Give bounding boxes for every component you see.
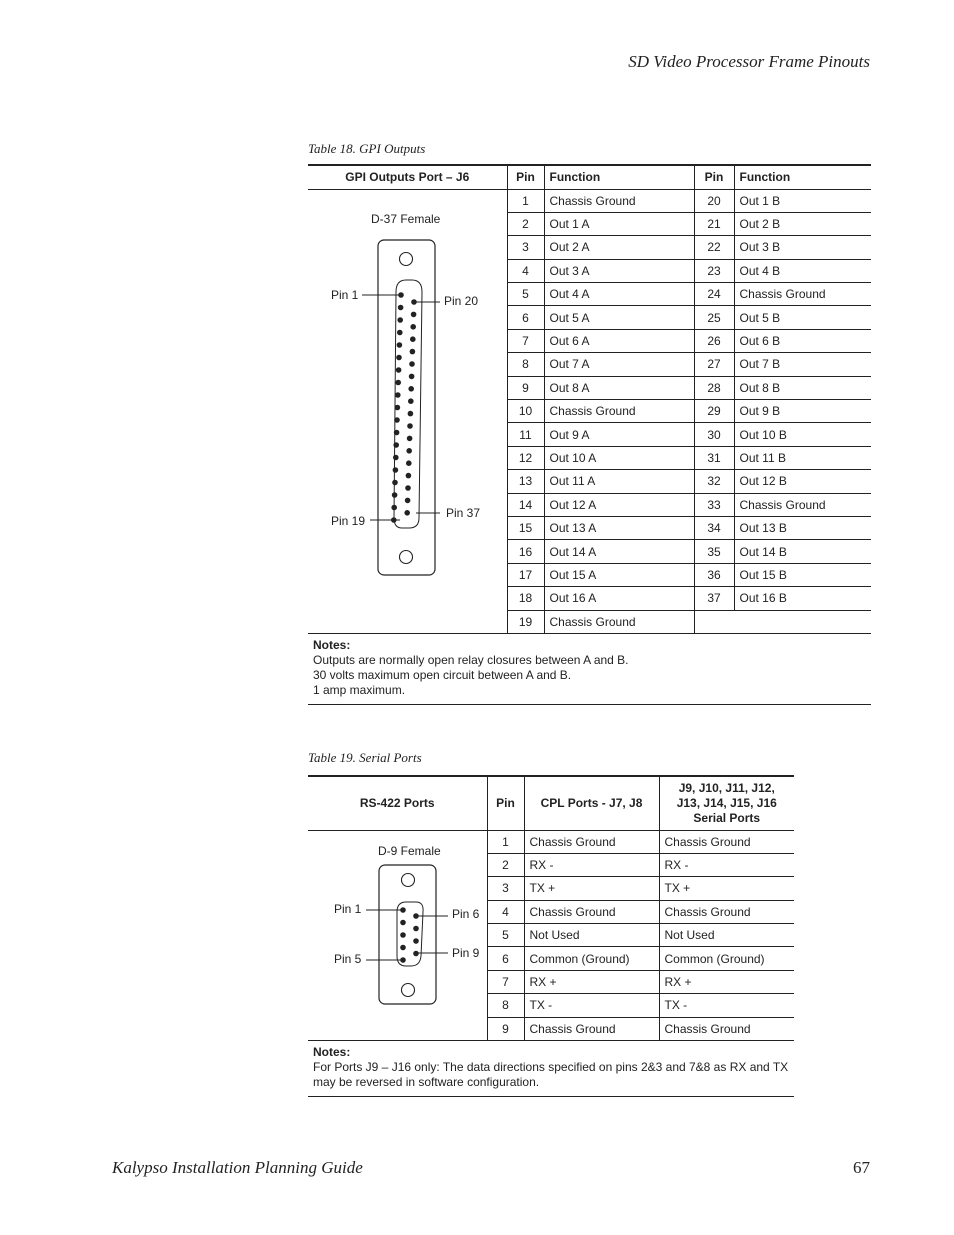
- function-cell: Out 2 B: [734, 212, 871, 235]
- pin-number: 18: [507, 587, 544, 610]
- pin-number: 9: [487, 1017, 524, 1040]
- table19-caption: Table 19. Serial Ports: [308, 750, 422, 765]
- pin-dot: [408, 398, 414, 404]
- pin-number: 5: [507, 283, 544, 306]
- pin-dot: [413, 938, 419, 944]
- pin-number: 19: [507, 610, 544, 633]
- function-cell: Out 9 B: [734, 400, 871, 423]
- pin-dot: [398, 305, 404, 311]
- pin9-label: Pin 9: [452, 946, 480, 960]
- pin-number: 9: [507, 376, 544, 399]
- function-cell: Out 15 A: [544, 563, 694, 586]
- cpl-function-cell: Common (Ground): [524, 947, 659, 970]
- pin-dot: [407, 423, 413, 429]
- notes-title: Notes:: [313, 637, 351, 652]
- pin-dot: [404, 510, 410, 516]
- pin-number: 32: [694, 470, 734, 493]
- pin-number: 6: [507, 306, 544, 329]
- d9-connector-drawing: [310, 832, 486, 1038]
- pin1-label: Pin 1: [331, 288, 359, 302]
- serial-function-cell: RX +: [659, 970, 794, 993]
- pin-number: 35: [694, 540, 734, 563]
- pin19-label: Pin 19: [331, 514, 366, 528]
- function-cell: Out 10 B: [734, 423, 871, 446]
- function-cell: Out 13 A: [544, 516, 694, 539]
- pin-number: 2: [487, 853, 524, 876]
- pin-number: 30: [694, 423, 734, 446]
- notes-cell: [308, 1041, 794, 1097]
- function-cell: Out 11 B: [734, 446, 871, 469]
- col-header-function: Function: [734, 165, 871, 189]
- pin-number: 4: [507, 259, 544, 282]
- pin-dot: [397, 330, 403, 336]
- footer-page-number: 67: [853, 1158, 870, 1177]
- pin-number: 11: [507, 423, 544, 446]
- function-cell: Chassis Ground: [544, 400, 694, 423]
- function-cell: Out 10 A: [544, 446, 694, 469]
- pin5-label: Pin 5: [334, 952, 362, 966]
- serial-function-cell: Not Used: [659, 924, 794, 947]
- pin-number: 5: [487, 924, 524, 947]
- function-cell: Out 11 A: [544, 470, 694, 493]
- col-header-serial-line: Serial Ports: [693, 810, 761, 825]
- pin-number: 17: [507, 563, 544, 586]
- function-cell: Out 15 B: [734, 563, 871, 586]
- pin-number: 20: [694, 189, 734, 212]
- pin-number: 2: [507, 212, 544, 235]
- pin-number: 1: [487, 830, 524, 853]
- col-header-serial-line: J9, J10, J11, J12,: [678, 780, 775, 795]
- pin-dot: [410, 324, 416, 330]
- notes-row: [308, 1041, 794, 1097]
- pin-number: 8: [487, 994, 524, 1017]
- col-header-rs422: RS-422 Ports: [308, 776, 487, 830]
- cpl-function-cell: Chassis Ground: [524, 900, 659, 923]
- notes-title: Notes:: [313, 1045, 351, 1060]
- pin-number: 1: [507, 189, 544, 212]
- pin37-label: Pin 37: [446, 506, 481, 520]
- pin-number: 26: [694, 329, 734, 352]
- function-cell: Chassis Ground: [544, 189, 694, 212]
- serial-function-cell: Common (Ground): [659, 947, 794, 970]
- pin-dot: [400, 945, 406, 951]
- pin-dot: [395, 392, 401, 398]
- col-header-function: Function: [544, 165, 694, 189]
- pin-number: 3: [487, 877, 524, 900]
- function-cell: Out 1 A: [544, 212, 694, 235]
- table18-caption: Table 18. GPI Outputs: [308, 141, 426, 156]
- cpl-function-cell: RX +: [524, 970, 659, 993]
- function-cell: Out 13 B: [734, 516, 871, 539]
- pin1-label: Pin 1: [334, 902, 362, 916]
- pin-dot: [400, 932, 406, 938]
- footer-guide-title: Kalypso Installation Planning Guide: [112, 1158, 363, 1177]
- pin-dot: [411, 312, 417, 318]
- pin-number: 25: [694, 306, 734, 329]
- cpl-function-cell: TX -: [524, 994, 659, 1017]
- function-cell: Out 3 B: [734, 236, 871, 259]
- col-header-serial-line: J13, J14, J15, J16: [676, 795, 777, 810]
- col-header-cpl: CPL Ports - J7, J8: [524, 776, 659, 830]
- pin-dot: [397, 342, 403, 348]
- connector-label: D-37 Female: [371, 212, 441, 226]
- function-cell: Out 9 A: [544, 423, 694, 446]
- pin-dot: [392, 480, 398, 486]
- pin-number: 10: [507, 400, 544, 423]
- note-line: For Ports J9 – J16 only: The data directions specified on pins 2&3 and 7&8 as RX and TX may be reversed in software configuration.: [313, 1060, 789, 1090]
- pin-number: 14: [507, 493, 544, 516]
- cpl-function-cell: Chassis Ground: [524, 830, 659, 853]
- function-cell: Chassis Ground: [734, 283, 871, 306]
- cpl-function-cell: TX +: [524, 877, 659, 900]
- function-cell: Out 7 B: [734, 353, 871, 376]
- function-cell: Out 4 B: [734, 259, 871, 282]
- pin-number: 21: [694, 212, 734, 235]
- pin-number: 22: [694, 236, 734, 259]
- pin-dot: [410, 349, 416, 355]
- serial-function-cell: Chassis Ground: [659, 1017, 794, 1040]
- pin-number: 15: [507, 516, 544, 539]
- pin-dot: [411, 299, 417, 305]
- running-header: SD Video Processor Frame Pinouts: [628, 52, 870, 71]
- pin20-label: Pin 20: [444, 294, 479, 308]
- function-cell: Out 5 B: [734, 306, 871, 329]
- pin-number: 8: [507, 353, 544, 376]
- pin-number: 31: [694, 446, 734, 469]
- d37-connector-diagram: [310, 192, 506, 632]
- pin-dot: [392, 492, 398, 498]
- function-cell: Out 2 A: [544, 236, 694, 259]
- pin6-label: Pin 6: [452, 907, 480, 921]
- pin-dot: [393, 455, 399, 461]
- pin-dot: [405, 498, 411, 504]
- function-cell: Chassis Ground: [734, 493, 871, 516]
- pin-dot: [406, 460, 412, 466]
- pin-dot: [406, 473, 412, 479]
- cpl-function-cell: Not Used: [524, 924, 659, 947]
- cpl-function-cell: RX -: [524, 853, 659, 876]
- function-cell: Out 1 B: [734, 189, 871, 212]
- pin-number: 24: [694, 283, 734, 306]
- pin-number: 16: [507, 540, 544, 563]
- pin-dot: [393, 442, 399, 448]
- pin-dot: [405, 485, 411, 491]
- pin-dot: [408, 411, 414, 417]
- pin-dot: [394, 430, 400, 436]
- pin-dot: [400, 920, 406, 926]
- pin-number: 27: [694, 353, 734, 376]
- note-line: Outputs are normally open relay closures between A and B.: [313, 652, 629, 667]
- pin-number: [694, 610, 871, 633]
- pin-dot: [408, 386, 414, 392]
- serial-function-cell: TX +: [659, 877, 794, 900]
- function-cell: Out 16 A: [544, 587, 694, 610]
- pin-dot: [396, 355, 402, 361]
- pin-dot: [406, 448, 412, 454]
- pin-number: 33: [694, 493, 734, 516]
- col-header-pin: Pin: [487, 776, 524, 830]
- col-header-pin: Pin: [507, 165, 544, 189]
- function-cell: Out 4 A: [544, 283, 694, 306]
- pin-number: 23: [694, 259, 734, 282]
- pin-dot: [397, 317, 403, 323]
- function-cell: Out 3 A: [544, 259, 694, 282]
- pin-number: 3: [507, 236, 544, 259]
- d37-connector-drawing: [310, 192, 506, 632]
- col-header-serial: [659, 776, 794, 830]
- pin-number: 36: [694, 563, 734, 586]
- pin-dot: [409, 361, 415, 367]
- serial-function-cell: RX -: [659, 853, 794, 876]
- pin-dot: [396, 367, 402, 373]
- notes-row: [308, 633, 871, 704]
- notes-cell: [308, 633, 871, 704]
- d9-connector-diagram: [310, 832, 486, 1038]
- function-cell: Out 5 A: [544, 306, 694, 329]
- cpl-function-cell: Chassis Ground: [524, 1017, 659, 1040]
- pin-number: 34: [694, 516, 734, 539]
- pin-dot: [409, 374, 415, 380]
- pin-dot: [395, 380, 401, 386]
- function-cell: Chassis Ground: [544, 610, 694, 633]
- note-line: 30 volts maximum open circuit between A and B.: [313, 667, 572, 682]
- function-cell: Out 12 B: [734, 470, 871, 493]
- function-cell: Out 6 B: [734, 329, 871, 352]
- pin-dot: [407, 436, 413, 442]
- pin-dot: [413, 926, 419, 932]
- pin-dot: [410, 336, 416, 342]
- connector-label: D-9 Female: [378, 844, 441, 858]
- pin-dot: [394, 417, 400, 423]
- note-line: 1 amp maximum.: [313, 682, 406, 697]
- pin-number: 4: [487, 900, 524, 923]
- pin-number: 28: [694, 376, 734, 399]
- pin-number: 7: [487, 970, 524, 993]
- pin-number: 6: [487, 947, 524, 970]
- function-cell: Out 12 A: [544, 493, 694, 516]
- function-cell: Out 7 A: [544, 353, 694, 376]
- function-cell: Out 14 A: [544, 540, 694, 563]
- pin-dot: [393, 467, 399, 473]
- pin-dot: [395, 405, 401, 411]
- pin-number: 12: [507, 446, 544, 469]
- col-header-pin: Pin: [694, 165, 734, 189]
- pin-number: 29: [694, 400, 734, 423]
- function-cell: Out 8 B: [734, 376, 871, 399]
- pin-number: 7: [507, 329, 544, 352]
- serial-function-cell: Chassis Ground: [659, 900, 794, 923]
- function-cell: Out 14 B: [734, 540, 871, 563]
- serial-function-cell: Chassis Ground: [659, 830, 794, 853]
- pin-dot: [391, 505, 397, 511]
- serial-function-cell: TX -: [659, 994, 794, 1017]
- function-cell: Out 6 A: [544, 329, 694, 352]
- col-header-port: GPI Outputs Port – J6: [308, 165, 507, 189]
- function-cell: Out 16 B: [734, 587, 871, 610]
- pin-number: 37: [694, 587, 734, 610]
- function-cell: Out 8 A: [544, 376, 694, 399]
- pin-number: 13: [507, 470, 544, 493]
